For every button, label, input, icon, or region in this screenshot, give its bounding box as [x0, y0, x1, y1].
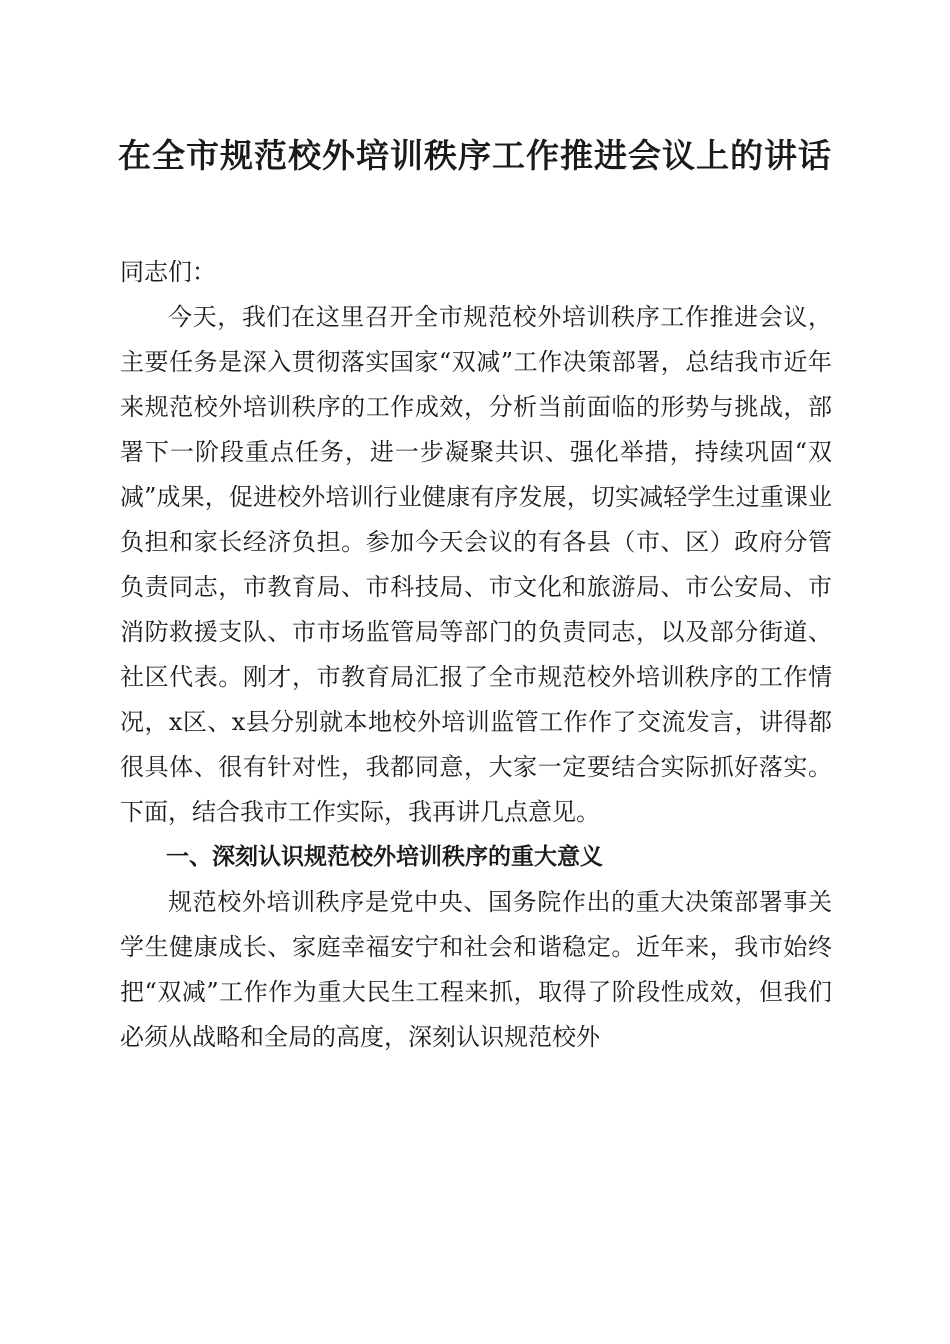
section-heading-1: 一、深刻认识规范校外培训秩序的重大意义 — [166, 844, 603, 870]
paragraph-opening: 今天，我们在这里召开全市规范校外培训秩序工作推进会议，主要任务是深入贯彻落实国家“双减”工作决策部署，总结我市近年来规范校外培训秩序的工作成效，分析当前面临的形势与挑战，部署下一阶段重点任务，进一步凝聚共识、强化举措，持续巩固“双减”成果，促进校外培训行业健康有序发展，切实减轻学生过重课业负担和家长经济负担。参加今天会议的有各县（市、区）政府分管负责同志，市教育局、市科技局、市文化和旅游局、市公安局、市消防救援支队、市市场监管局等部门的负责同志，以及部分街道、社区代表。刚才，市教育局汇报了全市规范校外培训秩序的工作情况，x区、x县分别就本地校外培训监管工作作了交流发言，讲得都很具体、很有针对性，我都同意，大家一定要结合实际抓好落实。下面，结合我市工作实际，我再讲几点意见。 — [120, 303, 832, 826]
document-title: 在全市规范校外培训秩序工作推进会议上的讲话 — [118, 136, 832, 175]
salutation: 同志们： — [120, 258, 216, 286]
paragraph-significance: 规范校外培训秩序是党中央、国务院作出的重大决策部署事关学生健康成长、家庭幸福安宁和社会和谐稳定。近年来，我市始终把“双减”工作作为重大民生工程来抓，取得了阶段性成效，但我们必须从战略和全局的高度，深刻认识规范校外 — [120, 888, 832, 1051]
document-body — [120, 250, 832, 1060]
